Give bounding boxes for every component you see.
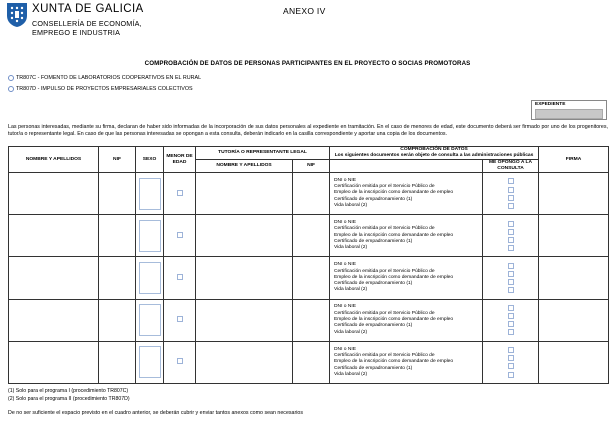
tutor-nif-cell[interactable]	[293, 173, 330, 215]
expediente-box	[531, 100, 607, 120]
participant-sexo-cell	[136, 215, 164, 257]
minor-cell	[164, 257, 196, 299]
tutor-name-cell[interactable]	[196, 215, 293, 257]
note-2: (2) Solo para el programa II (procedimiento TR807D)	[8, 396, 130, 402]
document-item: Certificado de empadronamiento (1)	[334, 281, 413, 287]
header-consult-line2: Los siguientes documentos serán objeto de consulta a las administraciones públicas	[334, 153, 534, 158]
tutor-name-cell[interactable]	[196, 299, 293, 341]
sexo-input[interactable]	[139, 220, 161, 252]
header-sexo: SEXO	[136, 147, 164, 173]
oppose-cell	[483, 257, 539, 299]
document-item: DNI o NIE	[334, 304, 357, 310]
participant-sexo-cell	[136, 341, 164, 383]
participant-nif-cell[interactable]	[99, 215, 136, 257]
documents-cell	[330, 173, 483, 215]
document-title: COMPROBACIÓN DE DATOS DE PERSONAS PARTICIPANTES EN EL PROYECTO O SOCIAS PROMOTORAS	[144, 60, 471, 67]
oppose-cell	[483, 299, 539, 341]
document-item: DNI o NIE	[334, 346, 357, 352]
oppose-checkbox[interactable]	[508, 305, 514, 311]
signature-cell[interactable]	[539, 257, 609, 299]
procedure-option-tr807d[interactable]	[8, 86, 193, 92]
note-1: (1) Solo para el programa I (procedimiento TR807C)	[8, 388, 129, 394]
department	[32, 20, 142, 37]
document-item: DNI o NIE	[334, 262, 357, 268]
participant-nif-cell[interactable]	[99, 341, 136, 383]
participant-name-cell[interactable]	[9, 257, 99, 299]
document-item: Certificación emitida por el Servicio Público de	[334, 310, 435, 316]
oppose-checkbox[interactable]	[508, 372, 514, 378]
document-item: DNI o NIE	[334, 177, 357, 183]
header-minor: MENOR DE EDAD	[164, 147, 196, 173]
documents-cell	[330, 341, 483, 383]
document-item: Certificado de empadronamiento (1)	[334, 365, 413, 371]
department-line-1: CONSELLERÍA DE ECONOMÍA,	[32, 19, 142, 28]
xunta-logo	[6, 2, 146, 52]
participant-row	[9, 341, 609, 383]
brand-name: XUNTA DE GALICIA	[32, 3, 144, 15]
expediente-label: EXPEDIENTE	[535, 102, 566, 107]
participants-table	[8, 146, 609, 384]
document-item: Certificación emitida por el Servicio Público de	[334, 226, 435, 232]
minor-checkbox[interactable]	[177, 232, 183, 238]
document-item: Certificación emitida por el Servicio Público de	[334, 352, 435, 358]
oppose-cell	[483, 215, 539, 257]
participant-row	[9, 173, 609, 215]
oppose-checkbox[interactable]	[508, 347, 514, 353]
sexo-input[interactable]	[139, 304, 161, 336]
tutor-nif-cell[interactable]	[293, 299, 330, 341]
minor-cell	[164, 341, 196, 383]
oppose-checkbox[interactable]	[508, 221, 514, 227]
oppose-checkbox[interactable]	[508, 229, 514, 235]
oppose-cell	[483, 341, 539, 383]
participant-sexo-cell	[136, 173, 164, 215]
header-consult-line1: COMPROBACIÓN DE DATOS	[400, 147, 468, 152]
oppose-checkbox[interactable]	[508, 355, 514, 361]
galicia-shield-icon	[6, 2, 28, 28]
participant-row	[9, 215, 609, 257]
sexo-input[interactable]	[139, 346, 161, 378]
document-item: Vida laboral (2)	[334, 371, 368, 377]
header-tutor: TUTOR/A O REPRESENTANTE LEGAL	[196, 147, 330, 160]
oppose-checkbox[interactable]	[508, 187, 514, 193]
radio-tr807d[interactable]	[8, 86, 14, 92]
minor-checkbox[interactable]	[177, 358, 183, 364]
header-firma: FIRMA	[539, 147, 609, 173]
document-item: Certificado de empadronamiento (1)	[334, 196, 413, 202]
signature-cell[interactable]	[539, 341, 609, 383]
tutor-name-cell[interactable]	[196, 341, 293, 383]
documents-cell	[330, 299, 483, 341]
document-item: Empleo de la inscripción como demandante de empleo	[334, 274, 454, 280]
documents-cell	[330, 257, 483, 299]
department-line-2: EMPREGO E INDUSTRIA	[32, 27, 121, 37]
oppose-cell	[483, 173, 539, 215]
oppose-checkbox[interactable]	[508, 321, 514, 327]
tutor-nif-cell[interactable]	[293, 341, 330, 383]
oppose-checkbox[interactable]	[508, 363, 514, 369]
sexo-input[interactable]	[139, 262, 161, 294]
document-item: Vida laboral (2)	[334, 287, 368, 293]
expediente-field[interactable]	[535, 109, 603, 119]
participant-sexo-cell	[136, 257, 164, 299]
minor-cell	[164, 215, 196, 257]
oppose-checkbox[interactable]	[508, 279, 514, 285]
tutor-name-cell[interactable]	[196, 257, 293, 299]
participant-name-cell[interactable]	[9, 341, 99, 383]
participant-row	[9, 299, 609, 341]
participant-nif-cell[interactable]	[99, 173, 136, 215]
minor-cell	[164, 173, 196, 215]
header-consult	[330, 147, 539, 160]
header-tutor-nif: NIF	[293, 160, 330, 173]
footer-text: De no ser suficiente el espacio previsto en el cuadro anterior, se deberán cubrir y enviar tantos anexos como sean necesarios	[8, 410, 304, 416]
signature-cell[interactable]	[539, 173, 609, 215]
tutor-name-cell[interactable]	[196, 173, 293, 215]
participant-nif-cell[interactable]	[99, 257, 136, 299]
participant-name-cell[interactable]	[9, 173, 99, 215]
procedure-label-tr807d: TR807D - IMPULSO DE PROYECTOS EMPRESARIALES COLECTIVOS	[16, 86, 193, 92]
document-item: Certificado de empadronamiento (1)	[334, 323, 413, 329]
oppose-checkbox[interactable]	[508, 195, 514, 201]
procedure-option-tr807c[interactable]	[8, 75, 201, 81]
participant-name-cell[interactable]	[9, 299, 99, 341]
minor-checkbox[interactable]	[177, 316, 183, 322]
document-item: Empleo de la inscripción como demandante de empleo	[334, 232, 454, 238]
minor-checkbox[interactable]	[177, 190, 183, 196]
header-nif: NIF	[99, 147, 136, 173]
minor-cell	[164, 299, 196, 341]
participant-name-cell[interactable]	[9, 215, 99, 257]
oppose-checkbox[interactable]	[508, 237, 514, 243]
document-item: Certificado de empadronamiento (1)	[334, 238, 413, 244]
procedure-label-tr807c: TR807C - FOMENTO DE LABORATORIOS COOPERATIVOS EN EL RURAL	[16, 75, 202, 81]
document-item: Certificación emitida por el Servicio Público de	[334, 184, 435, 190]
tutor-nif-cell[interactable]	[293, 215, 330, 257]
document-item: DNI o NIE	[334, 220, 357, 226]
documents-cell	[330, 215, 483, 257]
signature-cell[interactable]	[539, 299, 609, 341]
participant-nif-cell[interactable]	[99, 299, 136, 341]
intro-paragraph: Las personas interesadas, mediante su firma, declaran de haber sido informadas de la incorporación de sus datos personales al expediente en tramitación. En el caso de menores de edad, este documento deberá ser firmado por uno de los progenitores, tutor/a o representante legal. En caso de que las personas interesadas se opongan a esta consulta, deberán indicarlo en la casilla correspondiente y aportar una copia de los documentos.	[8, 124, 608, 138]
annex-label: ANEXO IV	[283, 6, 326, 16]
oppose-checkbox[interactable]	[508, 245, 514, 251]
document-item: Vida laboral (2)	[334, 203, 368, 209]
oppose-checkbox[interactable]	[508, 271, 514, 277]
participant-row	[9, 257, 609, 299]
oppose-checkbox[interactable]	[508, 329, 514, 335]
radio-tr807c[interactable]	[8, 75, 14, 81]
header-tutor-name: NOMBRE Y APELLIDOS	[196, 160, 293, 173]
oppose-checkbox[interactable]	[508, 178, 514, 184]
signature-cell[interactable]	[539, 215, 609, 257]
header-oppose: ME OPONGO A LA CONSULTA	[483, 160, 539, 173]
oppose-checkbox[interactable]	[508, 287, 514, 293]
participant-sexo-cell	[136, 299, 164, 341]
document-item: Empleo de la inscripción como demandante de empleo	[334, 317, 454, 322]
document-item: Empleo de la inscripción como demandante de empleo	[334, 359, 454, 365]
document-item: Empleo de la inscripción como demandante de empleo	[334, 190, 454, 196]
header-name: NOMBRE Y APELLIDOS	[9, 147, 99, 173]
document-item: Certificación emitida por el Servicio Público de	[334, 268, 435, 274]
document-item: Vida laboral (2)	[334, 329, 368, 335]
oppose-checkbox[interactable]	[508, 263, 514, 269]
document-item: Vida laboral (2)	[334, 245, 368, 251]
oppose-checkbox[interactable]	[508, 203, 514, 209]
minor-checkbox[interactable]	[177, 274, 183, 280]
tutor-nif-cell[interactable]	[293, 257, 330, 299]
sexo-input[interactable]	[139, 178, 161, 210]
oppose-checkbox[interactable]	[508, 313, 514, 319]
